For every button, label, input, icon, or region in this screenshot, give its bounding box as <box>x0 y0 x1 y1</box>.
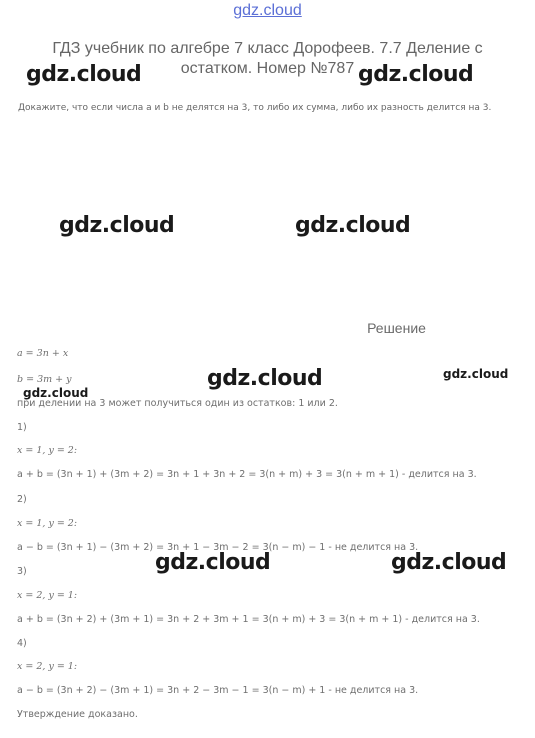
solution-line: a + b = (3n + 2) + (3m + 1) = 3n + 2 + 3m + 1 = 3(n + m) + 3 = 3(n + m + 1) - делится на 3. <box>17 614 480 625</box>
solution-line: x = 2, y = 1: <box>17 590 78 601</box>
problem-statement: Докажите, что если числа a и b не делятся на 3, то либо их сумма, либо их разность делится на 3. <box>18 103 492 113</box>
solution-line: 2) <box>17 494 27 505</box>
solution-line: a = 3n + x <box>17 348 69 359</box>
site-logo-link[interactable]: gdz.cloud <box>233 2 302 19</box>
watermark: gdz.cloud <box>26 62 142 87</box>
watermark: gdz.cloud <box>207 366 323 391</box>
page-title: ГДЗ учебник по алгебре 7 класс Дорофеев. 7.7 Деление с остатком. Номер №787 <box>52 40 483 77</box>
solution-line: a + b = (3n + 1) + (3m + 2) = 3n + 1 + 3n + 2 = 3(n + m) + 3 = 3(n + m + 1) - делится на 3. <box>17 469 477 480</box>
watermark: gdz.cloud <box>358 62 474 87</box>
watermark: gdz.cloud <box>295 213 411 238</box>
solution-line: x = 1, y = 2: <box>17 445 78 456</box>
watermark: gdz.cloud <box>443 367 509 381</box>
solution-line: b = 3m + y <box>17 374 72 385</box>
watermark: gdz.cloud <box>23 386 89 400</box>
solution-line: 1) <box>17 422 27 433</box>
solution-line: 4) <box>17 638 27 649</box>
solution-line: x = 2, y = 1: <box>17 661 78 672</box>
solution-line: Утверждение доказано. <box>17 709 138 720</box>
watermark: gdz.cloud <box>59 213 175 238</box>
watermark: gdz.cloud <box>391 550 507 575</box>
solution-line: при делении на 3 может получиться один из остатков: 1 или 2. <box>17 398 338 409</box>
solution-line: a − b = (3n + 2) − (3m + 1) = 3n + 2 − 3m − 1 = 3(n − m) + 1 - не делится на 3. <box>17 685 419 696</box>
solution-line: x = 1, y = 2: <box>17 518 78 529</box>
solution-line: a − b = (3n + 1) − (3m + 2) = 3n + 1 − 3m − 2 = 3(n − m) − 1 - не делится на 3. <box>17 542 419 553</box>
solution-heading: Решение <box>367 320 426 336</box>
watermark: gdz.cloud <box>155 550 271 575</box>
solution-line: 3) <box>17 566 27 577</box>
